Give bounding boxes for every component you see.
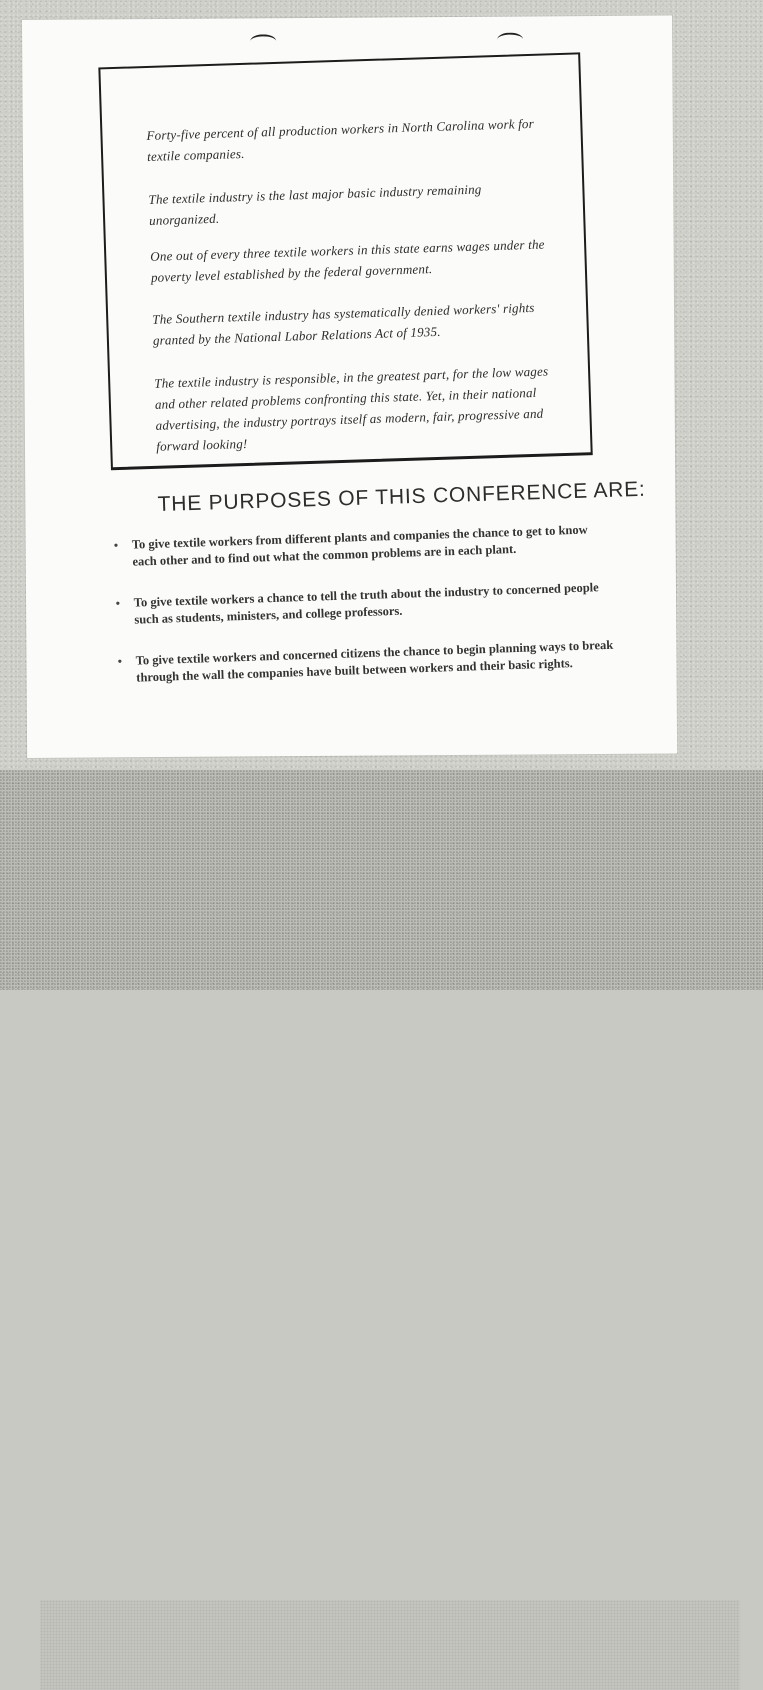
fact-paragraph: The textile industry is the last major basic industry remaining unorganized.: [148, 181, 482, 228]
document-page: [22, 15, 677, 758]
purpose-item: [110, 521, 611, 572]
bleed-through-band: [0, 770, 763, 990]
bullet-icon: •: [115, 596, 121, 611]
ghost-text-bleed: [40, 1600, 740, 1690]
purposes-list: [110, 521, 615, 711]
purpose-text: To give textile workers from different plants and companies the chance to get to know each other and to find out what the common problems are in each plant.: [131, 522, 588, 569]
purpose-text: To give textile workers and concerned citizens the chance to begin planning ways to break through the wall the companies have built between workers and their basic rights.: [135, 637, 614, 685]
fact-paragraph: Forty-five percent of all production workers in North Carolina work for textile companies.: [146, 115, 535, 164]
purposes-heading: THE PURPOSES OF THIS CONFERENCE ARE:: [157, 477, 646, 517]
purpose-text: To give textile workers a chance to tell the truth about the industry to concerned people such as students, ministers, and college professors.: [133, 580, 599, 627]
staple-mark-left: [250, 34, 276, 48]
fact-paragraph: The Southern textile industry has systematically denied workers' rights granted by the National Labor Relations Act of 1935.: [152, 299, 535, 348]
purpose-item: [113, 637, 614, 688]
bullet-icon: •: [117, 654, 123, 669]
staple-mark-right: [497, 33, 523, 47]
fact-paragraph: The textile industry is responsible, in the greatest part, for the low wages and other related problems confronting this state. Yet, in their national advertising, the industry portrays itself as modern, fair, progressive and forward looking!: [154, 363, 549, 454]
facts-box: [98, 52, 592, 470]
bullet-icon: •: [113, 538, 119, 553]
fact-paragraph: One out of every three textile workers in this state earns wages under the poverty level established by the federal government.: [150, 236, 545, 285]
purpose-item: [112, 579, 613, 630]
